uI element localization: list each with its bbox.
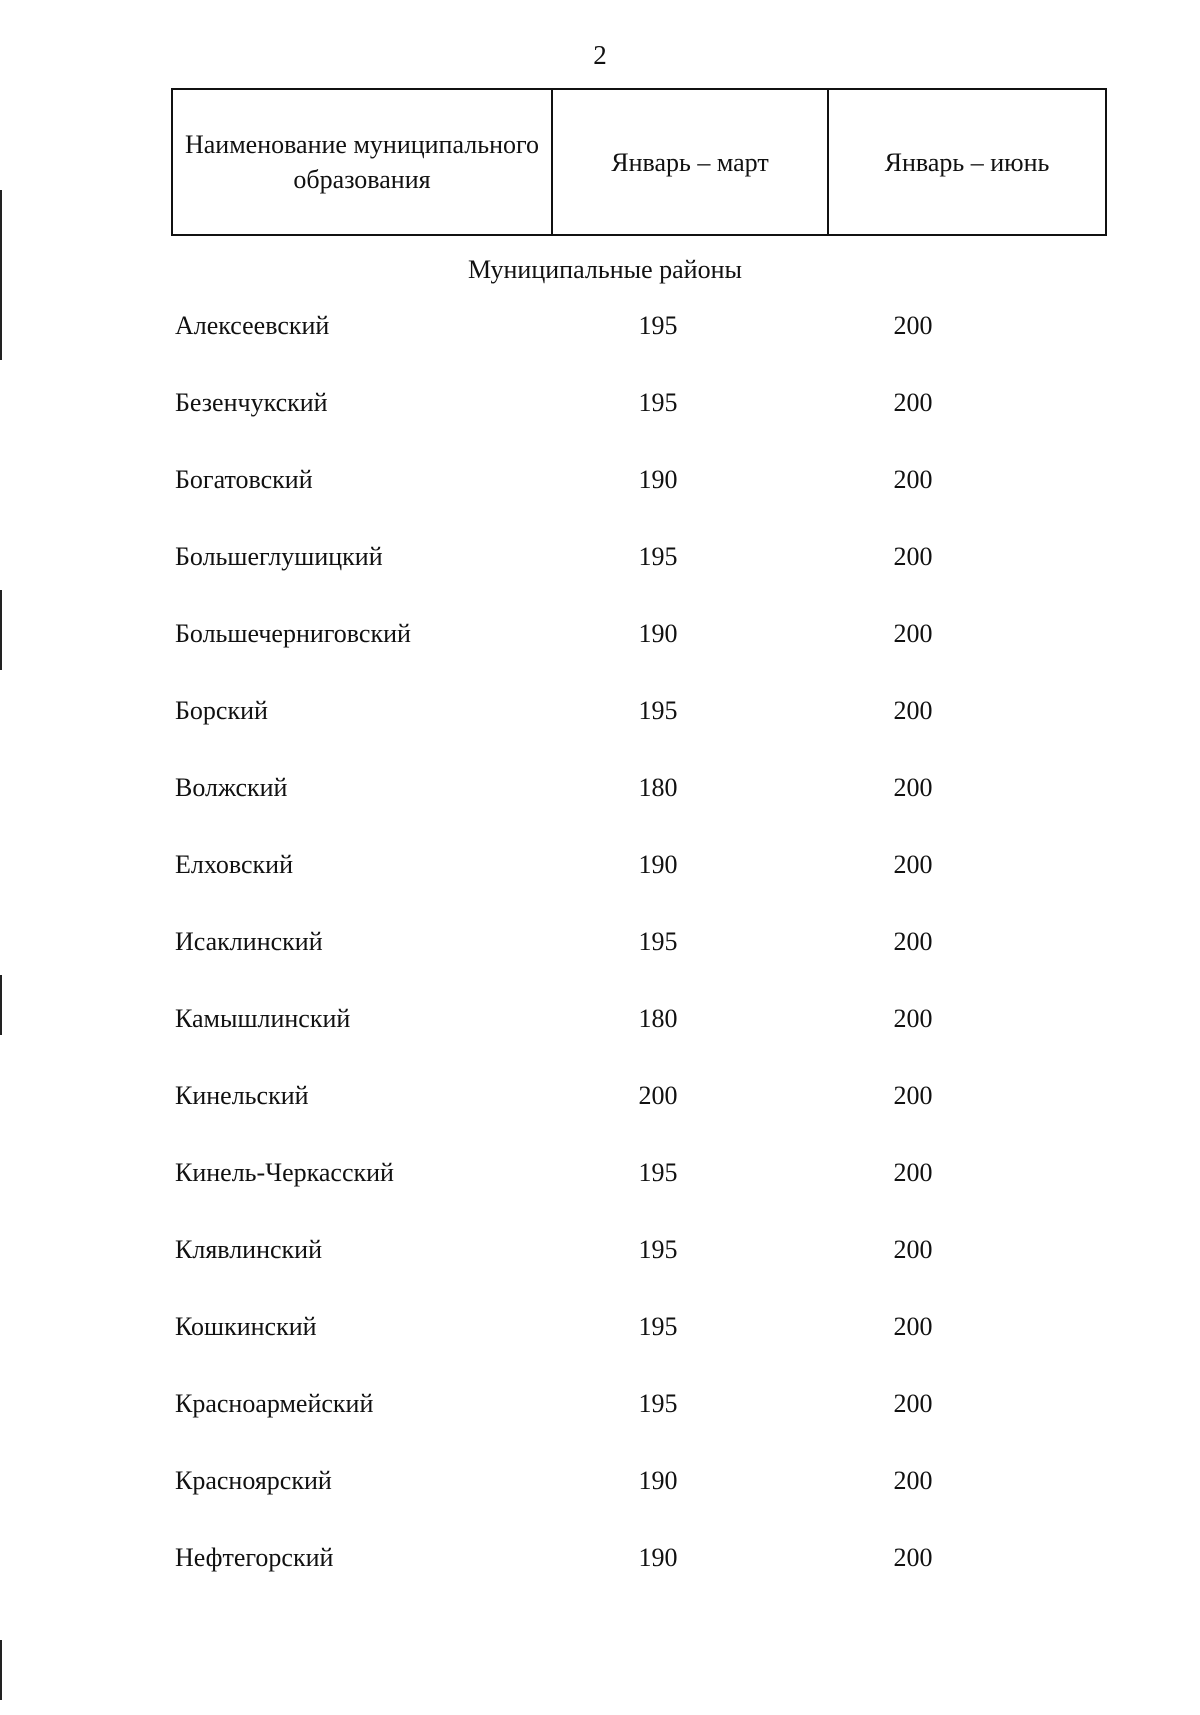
table-row xyxy=(0,1543,1200,1620)
row-value-q1: 190 xyxy=(638,1466,678,1495)
section-title: Муниципальные районы xyxy=(468,255,742,284)
table-row xyxy=(0,1466,1200,1543)
row-value-h1: 200 xyxy=(893,619,933,648)
table-row xyxy=(0,542,1200,619)
table-row xyxy=(0,465,1200,542)
scan-edge-mark xyxy=(0,1640,2,1700)
row-value-q1: 180 xyxy=(638,773,678,802)
column-header-h1: Январь – июнь xyxy=(828,89,1106,235)
table-row xyxy=(0,1389,1200,1466)
row-name: Камышлинский xyxy=(175,1004,351,1033)
row-value-q1: 195 xyxy=(638,696,678,725)
row-value-q1: 195 xyxy=(638,311,678,340)
page-number: 2 xyxy=(593,40,607,70)
row-value-h1: 200 xyxy=(893,696,933,725)
row-value-h1: 200 xyxy=(893,850,933,879)
row-value-h1: 200 xyxy=(893,927,933,956)
row-name: Елховский xyxy=(175,850,293,879)
row-name: Кошкинский xyxy=(175,1312,317,1341)
row-value-h1: 200 xyxy=(893,1081,933,1110)
row-name: Алексеевский xyxy=(175,311,330,340)
row-value-q1: 195 xyxy=(638,927,678,956)
row-value-q1: 195 xyxy=(638,542,678,571)
row-value-h1: 200 xyxy=(893,1004,933,1033)
table-row xyxy=(0,1081,1200,1158)
row-value-q1: 195 xyxy=(638,1389,678,1418)
row-value-h1: 200 xyxy=(893,1389,933,1418)
column-header-q1: Январь – март xyxy=(552,89,828,235)
row-value-h1: 200 xyxy=(893,773,933,802)
row-value-h1: 200 xyxy=(893,1466,933,1495)
row-name: Богатовский xyxy=(175,465,313,494)
row-value-q1: 195 xyxy=(638,1235,678,1264)
column-header-name: Наименование муниципального образования xyxy=(172,89,552,235)
row-value-q1: 195 xyxy=(638,1312,678,1341)
row-value-q1: 190 xyxy=(638,619,678,648)
table-row xyxy=(0,619,1200,696)
row-name: Кинельский xyxy=(175,1081,309,1110)
row-name: Большеглушицкий xyxy=(175,542,383,571)
row-value-h1: 200 xyxy=(893,1312,933,1341)
row-value-h1: 200 xyxy=(893,1158,933,1187)
row-value-h1: 200 xyxy=(893,1235,933,1264)
row-name: Борский xyxy=(175,696,268,725)
row-name: Волжский xyxy=(175,773,288,802)
table-row xyxy=(0,1235,1200,1312)
row-name: Клявлинский xyxy=(175,1235,323,1264)
row-value-q1: 190 xyxy=(638,1543,678,1572)
row-value-q1: 190 xyxy=(638,850,678,879)
table-row xyxy=(0,1004,1200,1081)
table-row xyxy=(0,696,1200,773)
table-row xyxy=(0,773,1200,850)
row-name: Красноярский xyxy=(175,1466,332,1495)
row-name: Красноармейский xyxy=(175,1389,374,1418)
row-name: Исаклинский xyxy=(175,927,323,956)
row-value-q1: 195 xyxy=(638,1158,678,1187)
table-row xyxy=(0,850,1200,927)
row-value-h1: 200 xyxy=(893,311,933,340)
table-row xyxy=(0,388,1200,465)
row-value-h1: 200 xyxy=(893,388,933,417)
row-value-h1: 200 xyxy=(893,465,933,494)
row-name: Кинель-Черкасский xyxy=(175,1158,394,1187)
table-row xyxy=(0,311,1200,388)
row-value-q1: 180 xyxy=(638,1004,678,1033)
table-row xyxy=(0,927,1200,1004)
table-row xyxy=(0,1158,1200,1235)
row-value-q1: 195 xyxy=(638,388,678,417)
row-value-q1: 190 xyxy=(638,465,678,494)
table-header xyxy=(171,88,1107,236)
row-name: Нефтегорский xyxy=(175,1543,334,1572)
row-value-h1: 200 xyxy=(893,542,933,571)
table-body xyxy=(0,311,1200,1620)
row-value-h1: 200 xyxy=(893,1543,933,1572)
row-name: Большечерниговский xyxy=(175,619,411,648)
row-value-q1: 200 xyxy=(638,1081,678,1110)
table-row xyxy=(0,1312,1200,1389)
row-name: Безенчукский xyxy=(175,388,328,417)
